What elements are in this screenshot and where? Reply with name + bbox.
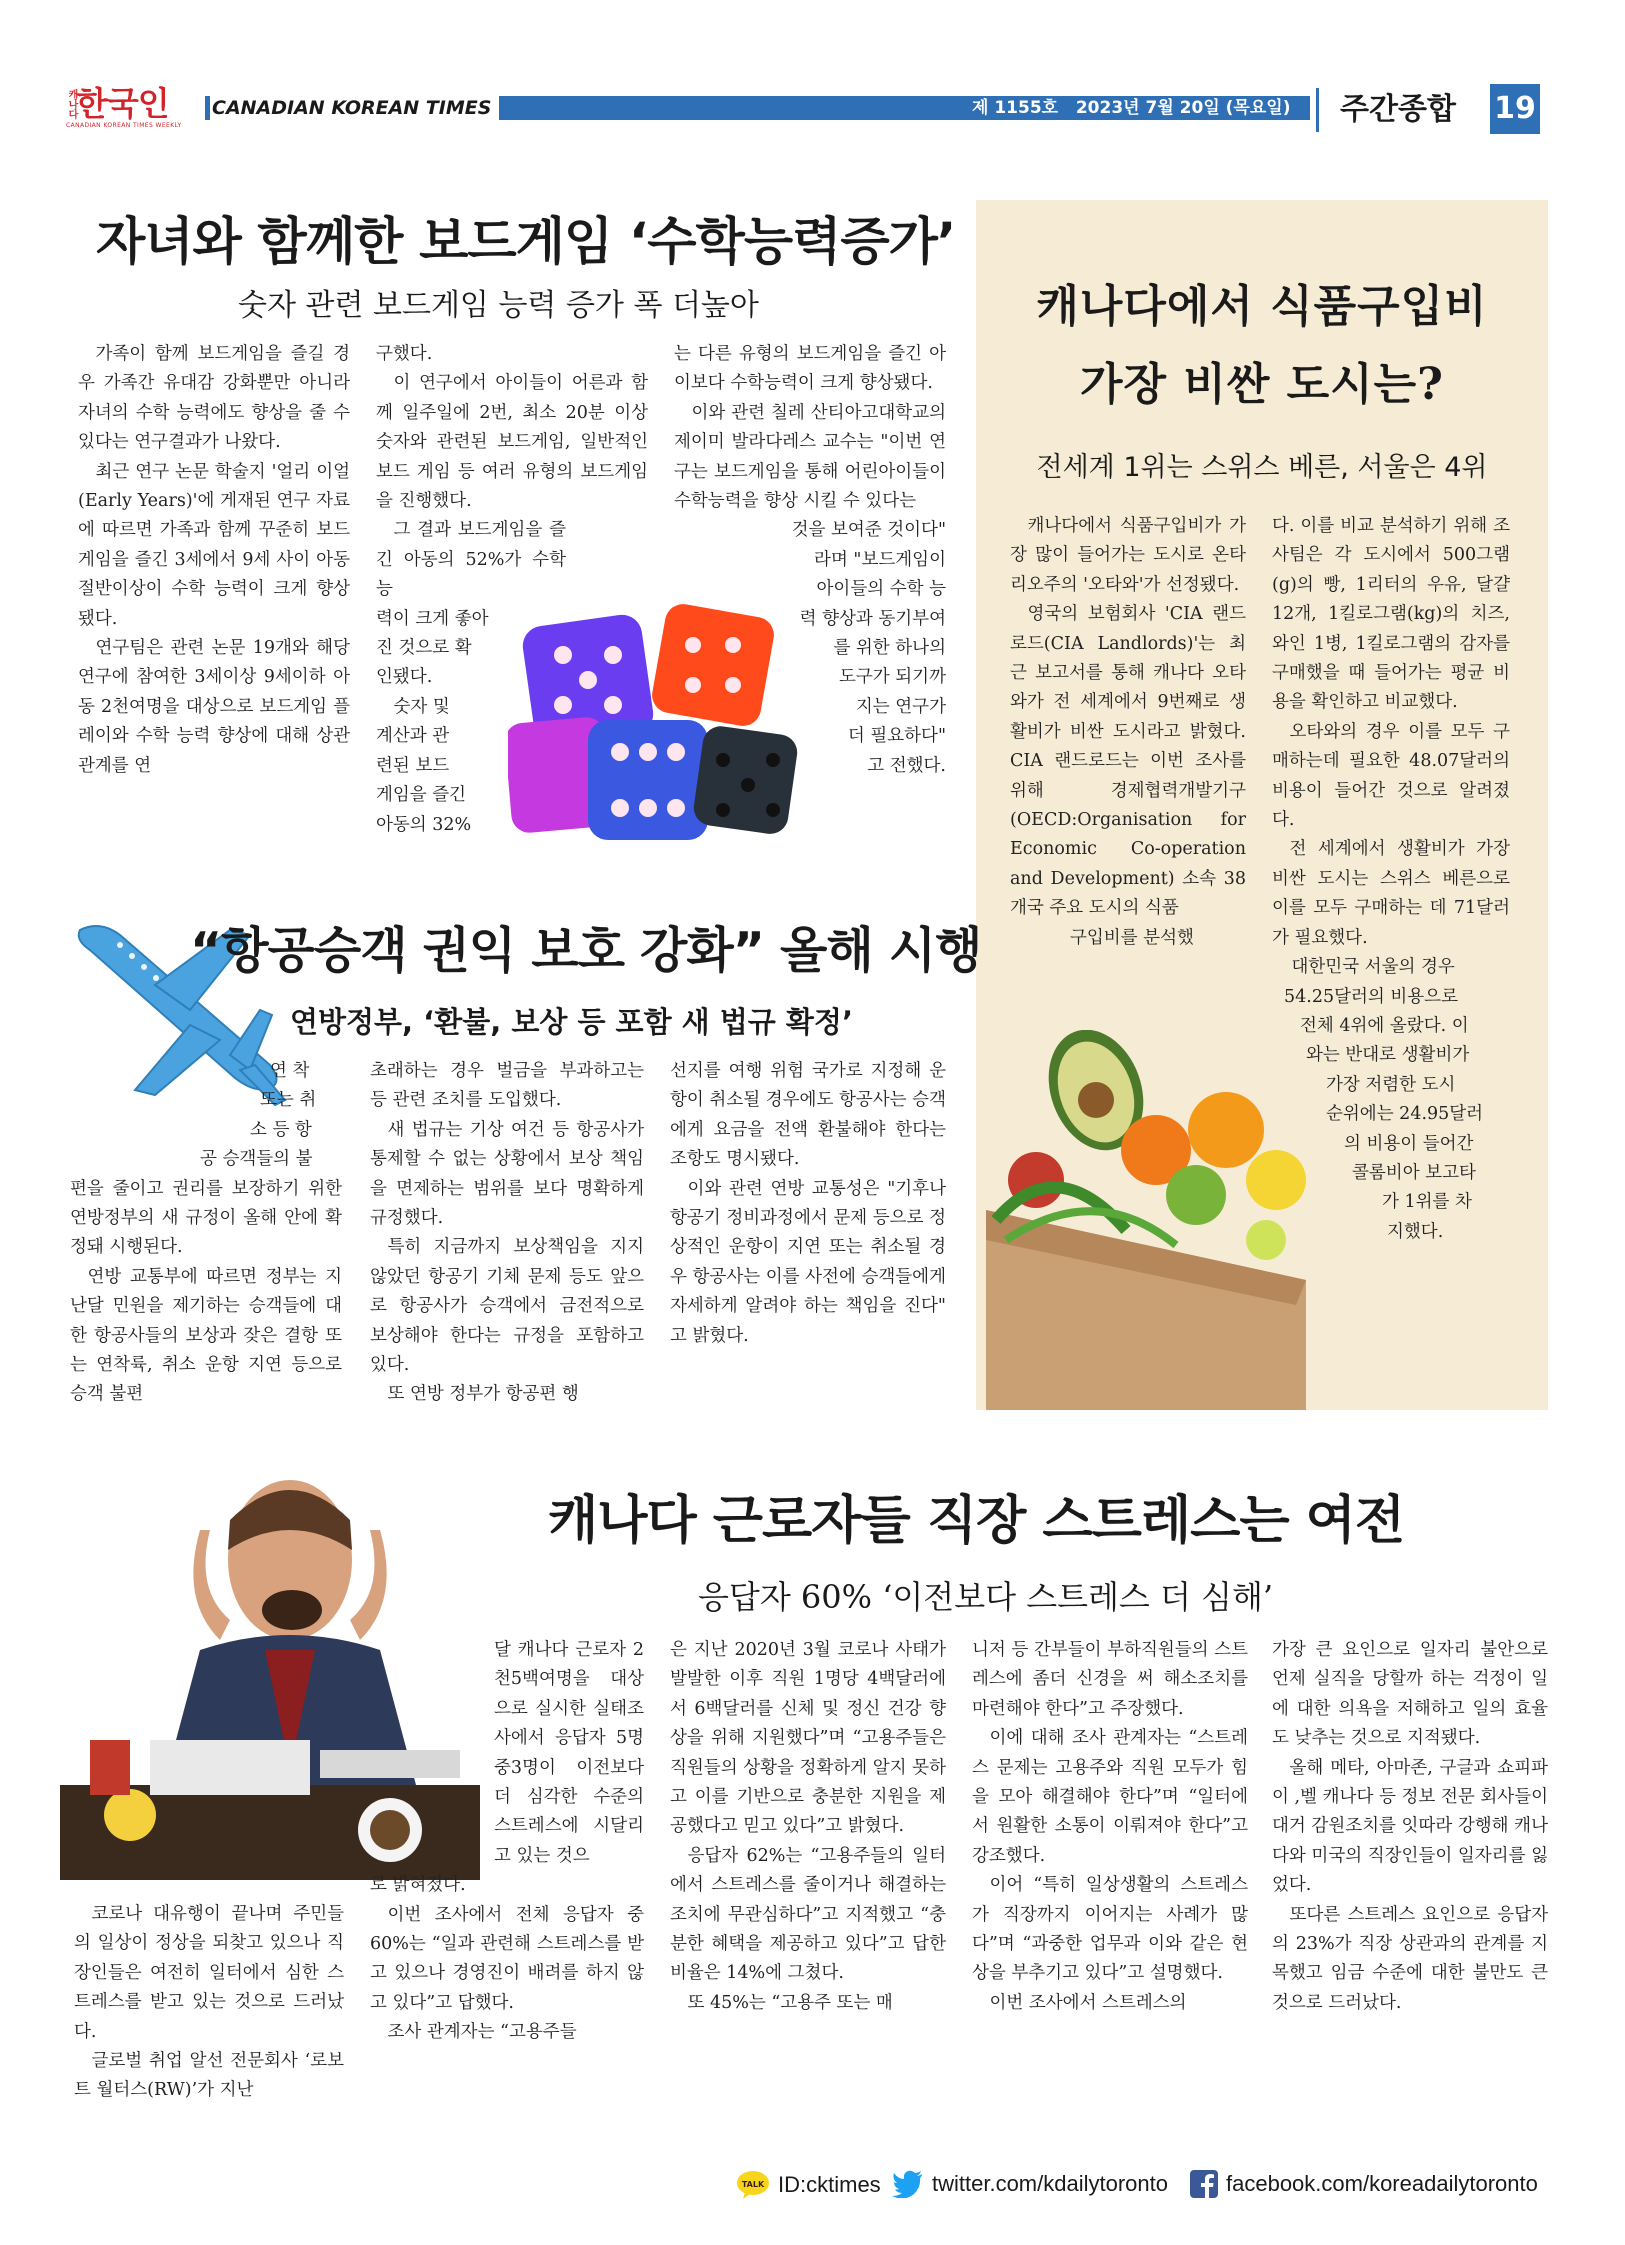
article4-col3 xyxy=(670,1636,946,2018)
paragraph: 전 세계에서 생활비가 가장 비싼 도시는 스위스 베른으로 이를 모두 구매하는 데 71달러가 필요했다. xyxy=(1272,839,1510,948)
text-line: 라며 "보드게임이 xyxy=(814,549,946,570)
article3-title-line2: 가장 비싼 도시는? xyxy=(1080,359,1444,410)
paragraph: 조사 관계자는 “고용주들 xyxy=(387,2022,577,2043)
text-line: 련된 보드 xyxy=(376,755,450,776)
text-line: 소 등 항 xyxy=(250,1119,312,1140)
text-line: 의 비용이 들어간 xyxy=(1344,1133,1474,1154)
text-line: 인됐다. xyxy=(376,667,433,688)
text-line: 진 것으로 확 xyxy=(376,638,472,659)
text-line: 가 1위를 차 xyxy=(1382,1192,1472,1213)
paragraph: 니저 등 간부들이 부하직원들의 스트레스에 좀더 신경을 써 해소조치를 마련해야 한다”고 주장했다. xyxy=(972,1640,1248,1719)
paragraph: 은 지난 2020년 3월 코로나 사태가 발발한 이후 직원 1명당 4백달러에서 6백달러를 신체 및 정신 건강 향상을 위해 지원했다”며 “고용주들은 직원들의 상황을 정확하게 알지 못하고 이를 기반으로 충분한 지원을 제공했다고 믿고 있다”고 밝혔다. xyxy=(670,1640,946,1837)
text-line: 와는 반대로 생활비가 xyxy=(1306,1045,1470,1066)
text-line: 지했다. xyxy=(1387,1221,1444,1242)
paragraph: 구했다. xyxy=(376,344,433,364)
paragraph: 오타와의 경우 이를 모두 구매하는데 필요한 48.07달러의 비용이 들어간 것으로 알려졌다. xyxy=(1272,721,1510,831)
text-line: 를 위한 하나의 xyxy=(833,638,946,659)
text-line: 전체 4위에 올랐다. 이 xyxy=(1300,1015,1469,1036)
article4-title: 캐나다 근로자들 직장 스트레스는 여전 xyxy=(548,1491,1405,1551)
text-line: 계산과 관 xyxy=(376,726,450,747)
paragraph: 또 45%는 “고용주 또는 매 xyxy=(687,1992,893,2013)
paragraph: 그 결과 보드게임을 즐긴 아동의 52%가 수학능 xyxy=(376,520,566,600)
text-line: 아동의 32% xyxy=(376,814,472,835)
text-line: 구입비를 분석했 xyxy=(1070,927,1194,948)
text-line: 연 착 xyxy=(270,1061,310,1081)
text-line: 지는 연구가 xyxy=(855,696,946,717)
paragraph: 이에 대해 조사 관계자는 “스트레스 문제는 고용주와 직원 모두가 힘을 모아 해결해야 한다”며 “일터에서 원활한 소통이 이뤄져야 한다”고 강조했다. xyxy=(972,1728,1248,1866)
paragraph: 가족이 함께 보드게임을 즐길 경우 가족간 유대감 강화뿐만 아니라 자녀의 수학 능력에도 향상을 줄 수 있다는 연구결과가 나왔다. xyxy=(78,344,350,453)
article4-subtitle: 응답자 60% ‘이전보다 스트레스 더 심해’ xyxy=(698,1578,1274,1616)
text-line: 54.25달러의 비용으로 xyxy=(1284,986,1458,1007)
masthead-logo xyxy=(66,86,190,132)
paragraph: 달 캐나다 근로자 2천5백여명을 대상으로 실시한 실태조사에서 응답자 5명 중3명이 이전보다 더 심각한 수준의 스트레스에 시달리고 있는 것으 xyxy=(494,1640,644,1866)
article2-col3 xyxy=(670,1057,946,1351)
paragraph: 새 법규는 기상 여건 등 항공사가 통제할 수 없는 상황에서 보상 책임을 면제하는 범위를 보다 명확하게 규정했다. xyxy=(370,1119,644,1229)
section-name: 주간종합 xyxy=(1340,92,1456,127)
article1-subtitle: 숫자 관련 보드게임 능력 증가 폭 더높아 xyxy=(238,288,759,323)
text-line: 아이들의 수학 능 xyxy=(816,579,946,600)
twitter-link[interactable] xyxy=(892,2170,1168,2198)
article3-col1 xyxy=(1010,512,1246,953)
article3-subtitle: 전세계 1위는 스위스 베른, 서울은 4위 xyxy=(1036,452,1488,483)
paragraph: 가장 큰 요인으로 일자리 불안으로 언제 실직을 당할까 하는 걱정이 일에 대한 의욕을 저해하고 일의 효율도 낮추는 것으로 지적됐다. xyxy=(1272,1640,1548,1749)
paragraph: 이어 “특히 일상생활의 스트레스가 직장까지 이어지는 사례가 많다”며 “과중한 업무과 이와 같은 현상을 부추기고 있다”고 설명했다. xyxy=(972,1875,1248,1984)
paper-name: CANADIAN KOREAN TIMES xyxy=(210,96,499,120)
paragraph: 특히 지금까지 보상책임을 지지 않았던 항공기 기체 문제 등도 앞으로 항공사가 승객에서 금전적으로 보상해야 한다는 규정을 포함하고 있다. xyxy=(370,1237,644,1376)
groceries-image xyxy=(976,1030,1316,1410)
text-line: 것을 보여준 것이다" xyxy=(791,520,946,541)
text-line: 대한민국 서울의 경우 xyxy=(1291,957,1455,978)
article1-title: 자녀와 함께한 보드게임 ‘수학능력증가’ xyxy=(96,213,956,272)
facebook-link[interactable] xyxy=(1190,2170,1538,2198)
paragraph: 올해 메타, 아마존, 구글과 쇼피파이 ,벨 캐나다 등 정보 전문 회사들이 대거 감원조치를 잇따라 강행해 캐나다와 미국의 직장인들이 일자리를 잃었다. xyxy=(1272,1757,1548,1896)
issue-number: 제 1155호 xyxy=(972,98,1059,118)
article4-col4 xyxy=(972,1636,1248,2018)
text-line: 가장 저렴한 도시 xyxy=(1326,1074,1456,1095)
issue-info xyxy=(972,96,1290,120)
facebook-icon xyxy=(1190,2170,1218,2198)
article2-col1 xyxy=(70,1057,342,1410)
paragraph: 코로나 대유행이 끝나며 주민들의 일상이 정상을 되찾고 있으나 직장인들은 여전히 일터에서 심한 스트레스를 받고 있는 것으로 드러났다. xyxy=(74,1904,344,2042)
page-number: 19 xyxy=(1490,84,1540,134)
paragraph: 글로벌 취업 알선 전문회사 ‘로보트 월터스(RW)’가 지난 xyxy=(74,2051,344,2101)
text-line: 로 밝혀졌다. xyxy=(370,1875,466,1896)
text-line: 력이 크게 좋아 xyxy=(376,608,489,629)
article2-title: “항공승객 권익 보호 강화” 올해 시행 xyxy=(190,922,982,979)
paragraph: 응답자 62%는 “고용주들의 일터에서 스트레스를 줄이거나 해결하는 조치에 무관심하다”고 지적했고 “충분한 혜택을 제공하고 있다”고 답한 비율은 14%에 그쳤다. xyxy=(670,1845,946,1984)
paragraph: 이번 조사에서 스트레스의 xyxy=(989,1992,1187,2013)
dice-image xyxy=(508,590,798,850)
text-line: 게임을 즐긴 xyxy=(376,785,467,806)
facebook-page: facebook.com/koreadailytoronto xyxy=(1226,2171,1538,2196)
paragraph: 이 연구에서 아이들이 어른과 함께 일주일에 2번, 최소 20분 이상 숫자와 관련된 보드게임, 일반적인 보드 게임 등 여러 유형의 보드게임을 진행했다. xyxy=(376,373,648,512)
text-line: 숫자 및 xyxy=(393,696,450,717)
paragraph: 이와 관련 연방 교통성은 "기후나 항공기 정비과정에서 문제 등으로 정상적인 운항이 지연 또는 취소될 경우 항공사는 이를 사전에 승객들에게 자세하게 알려야 하는 책임을 진다" 고 밝혔다. xyxy=(670,1178,946,1346)
issue-date: 2023년 7월 20일 (목요일) xyxy=(1075,98,1291,118)
paragraph: 편을 줄이고 권리를 보장하기 위한 연방정부의 새 규정이 올해 안에 확정돼 시행된다. xyxy=(70,1178,342,1258)
text-line: 더 필요하다" xyxy=(847,726,946,747)
text-line: 또는 취 xyxy=(260,1090,317,1111)
logo-subtitle: CANADIAN KOREAN TIMES WEEKLY xyxy=(66,122,182,129)
paragraph: 이번 조사에서 전체 응답자 중 60%는 “일과 관련해 스트레스를 받고 있으나 경영진이 배려를 하지 않고 있다”고 답했다. xyxy=(370,1904,644,2013)
paragraph: 선지를 여행 위험 국가로 지정해 운항이 취소될 경우에도 항공사는 승객에게 요금을 전액 환불해야 한다는 조항도 명시됐다. xyxy=(670,1061,946,1170)
article3-title-line1: 캐나다에서 식품구입비 xyxy=(1036,281,1488,332)
paragraph: 또 연방 정부가 항공편 행 xyxy=(387,1384,579,1405)
text-line: 공 승객들의 불 xyxy=(200,1149,313,1170)
paragraph: 또다른 스트레스 요인으로 응답자의 23%가 직장 상관과의 관계를 지목했고 임금 수준에 대한 불만도 큰 것으로 드러났다. xyxy=(1272,1904,1548,2013)
article4-col5 xyxy=(1272,1636,1548,2018)
kakao-id: ID:cktimes xyxy=(778,2172,881,2197)
article4-col2 xyxy=(370,1636,644,2048)
kakao-talk-icon xyxy=(736,2170,770,2200)
article4-col1 xyxy=(74,1900,344,2106)
article2-subtitle: 연방정부, ‘환불, 보상 등 포함 새 법규 확정’ xyxy=(290,1005,853,1039)
kakao-talk-label: TALK xyxy=(741,2180,765,2189)
logo-small-text: 캐나다 xyxy=(66,89,77,119)
paragraph: 이와 관련 칠레 산티아고대학교의 제이미 발라다레스 교수는 "이번 연구는 보드게임을 통해 어린아이들이 수학능력을 향상 시킬 수 있다는 xyxy=(674,402,946,512)
text-line: 도구가 되기까 xyxy=(839,667,946,688)
paragraph: 다. 이를 비교 분석하기 위해 조사팀은 각 도시에서 500그램(g)의 빵, 1리터의 우유, 달걀 12개, 1킬로그램(kg)의 치즈, 와인 1병, 1킬로그램의 감자를 구매했을 때 들어가는 평균 비용을 확인하고 비교했다. xyxy=(1272,516,1510,713)
header-divider xyxy=(1316,88,1319,132)
paragraph: 최근 연구 논문 학술지 '얼리 이얼(Early Years)'에 게재된 연구 자료에 따르면 가족과 함께 꾸준히 보드게임을 즐긴 3세에서 9세 사이 아동 절반이상이 수학 능력이 크게 향상됐다. xyxy=(78,461,350,629)
paragraph: 초래하는 경우 벌금을 부과하고는 등 관련 조치를 도입했다. xyxy=(370,1061,644,1111)
article2-col2 xyxy=(370,1057,644,1410)
text-line: 력 향상과 동기부여 xyxy=(799,608,946,629)
paragraph: 는 다른 유형의 보드게임을 즐긴 아이보다 수학능력이 크게 향상됐다. xyxy=(674,344,946,394)
article1-col1 xyxy=(78,340,350,781)
paragraph: 연구팀은 관련 논문 19개와 해당 연구에 참여한 3세이상 9세이하 아동 2천여명을 대상으로 보드게임 플레이와 수학 능력 향상에 대해 상관관계를 연 xyxy=(78,638,350,776)
text-line: 콜롬비아 보고타 xyxy=(1352,1162,1476,1183)
text-line: 순위에는 24.95달러 xyxy=(1326,1104,1484,1125)
paragraph: 연방 교통부에 따르면 정부는 지난달 민원을 제기하는 승객들에 대한 항공사들의 보상과 잦은 결항 또는 연착륙, 취소 운항 지연 등으로 승객 불편 xyxy=(70,1266,342,1405)
twitter-icon xyxy=(892,2170,924,2198)
paragraph: 영국의 보험회사 'CIA 랜드로드(CIA Landlords)'는 최근 보고서를 통해 캐나다 오타와가 전 세계에서 9번째로 생활비가 비싼 도시라고 밝혔다. CIA 랜드로드는 이번 조사를 위해 경제협력개발기구(OECD:Organisation for Economic Co-operation and Development) 소속 38개국 주요 도시의 식품 xyxy=(1010,604,1246,919)
kakao-link[interactable] xyxy=(736,2170,881,2200)
twitter-handle: twitter.com/kdailytoronto xyxy=(932,2171,1168,2196)
logo-main-text: 한국인 xyxy=(76,84,169,123)
text-line: 고 전했다. xyxy=(867,755,946,776)
paragraph: 캐나다에서 식품구입비가 가장 많이 들어가는 도시로 온타리오주의 '오타와'가 선정됐다. xyxy=(1010,516,1246,595)
